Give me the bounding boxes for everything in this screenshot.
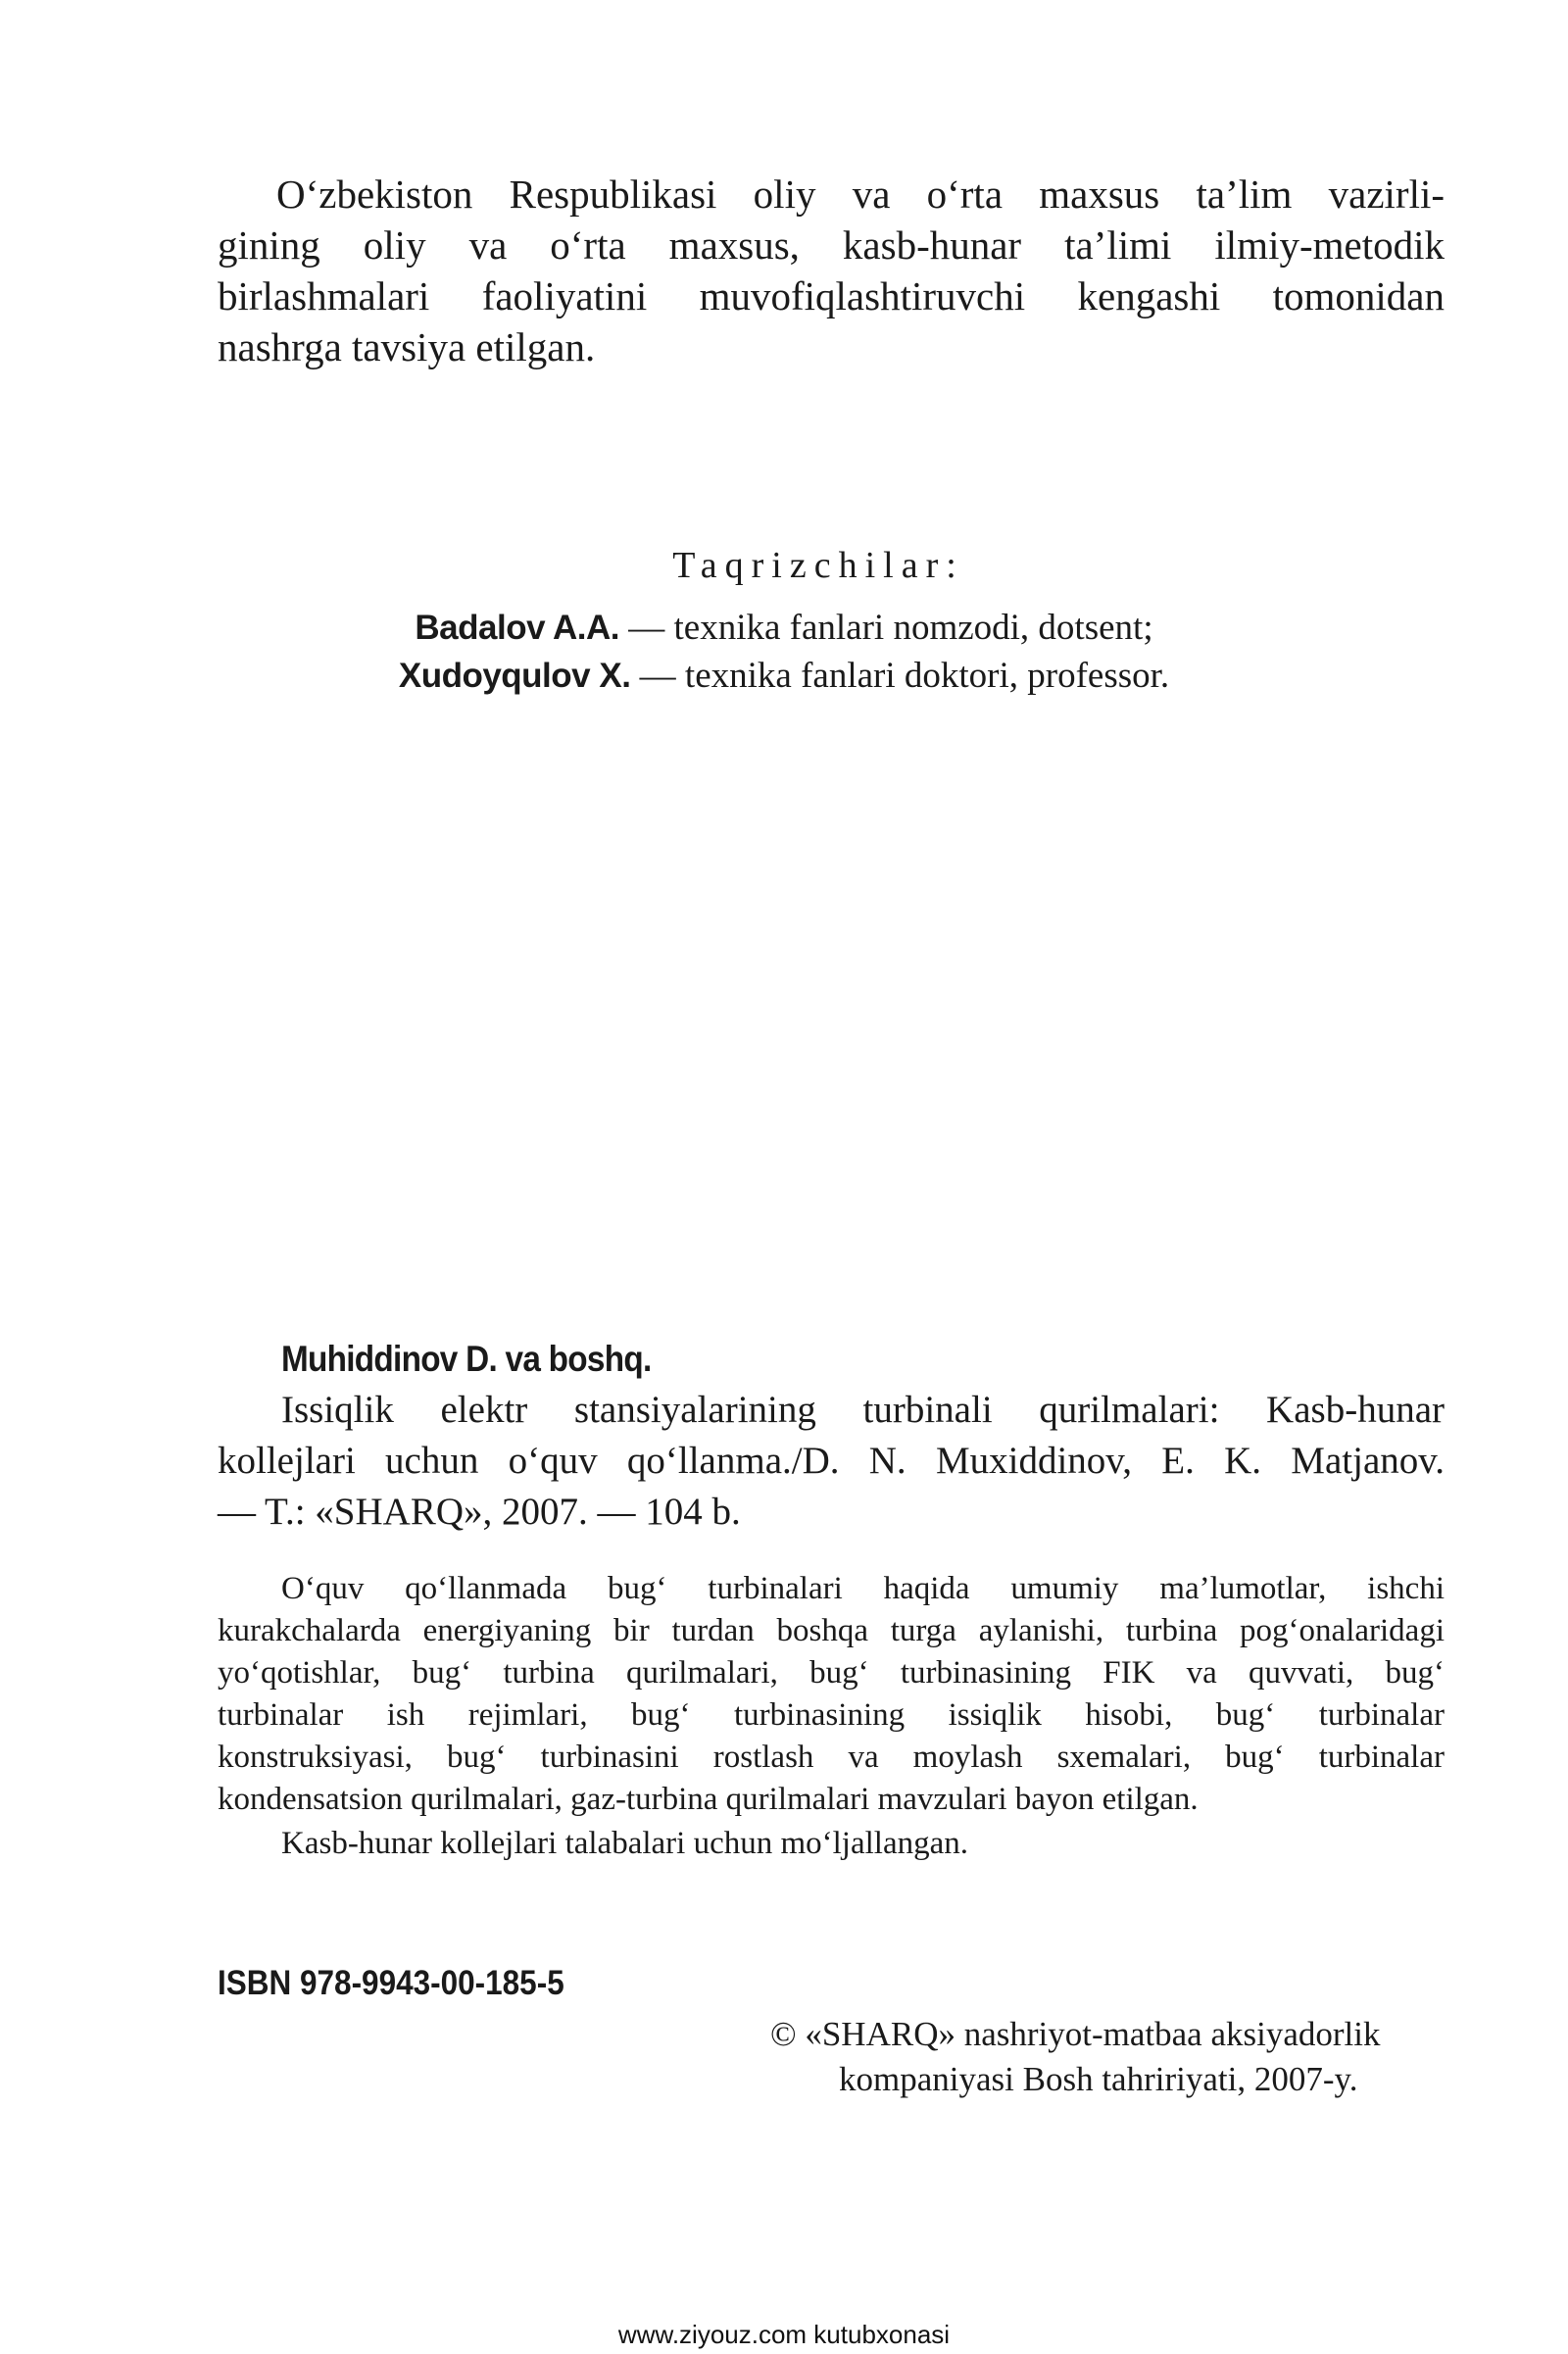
- reviewer-role: — texnika fanlari doktori, professor.: [630, 656, 1170, 696]
- annotation-line: O‘quv qo‘llanmada bug‘ turbinalari haqida umumiy ma’lumotlar, ishchi: [281, 1571, 1445, 1606]
- reviewers-heading: Taqrizchilar:: [672, 545, 964, 586]
- approval-line: O‘zbekiston Respublikasi oliy va o‘rta maxsus ta’lim vazirli-: [276, 172, 1445, 217]
- copyright-line: © «SHARQ» nashriyot-matbaa aksiyadorlik: [770, 2015, 1381, 2053]
- bibliography-line: — T.: «SHARQ», 2007. — 104 b.: [218, 1491, 741, 1533]
- reviewer-role: — texnika fanlari nomzodi, dotsent;: [619, 608, 1153, 648]
- isbn-number: ISBN 978-9943-00-185-5: [218, 1964, 564, 2002]
- annotation-line: kurakchalarda energiyaning bir turdan boshqa turga aylanishi, turbina pog‘onalaridagi: [218, 1613, 1445, 1648]
- approval-line: birlashmalari faoliyatini muvofiqlashtiruvchi kengashi tomonidan: [218, 273, 1445, 319]
- reviewer-name: Xudoyqulov X.: [398, 657, 631, 695]
- copyright-notice: [770, 2012, 1446, 2102]
- approval-line: gining oliy va o‘rta maxsus, kasb-hunar ta’limi ilmiy-metodik: [218, 222, 1445, 268]
- annotation-line: kondensatsion qurilmalari, gaz-turbina qurilmalari mavzulari bayon etilgan.: [218, 1782, 1199, 1817]
- annotation-line: yo‘qotishlar, bug‘ turbina qurilmalari, bug‘ turbinasining FIK va quvvati, bug‘: [218, 1655, 1445, 1691]
- reviewer-name: Badalov A.A.: [415, 609, 619, 647]
- footer-watermark: www.ziyouz.com kutubxonasi: [617, 2320, 951, 2349]
- copyright-line: kompaniyasi Bosh tahririyati, 2007-y.: [839, 2060, 1358, 2098]
- annotation-line: turbinalar ish rejimlari, bug‘ turbinasining issiqlik hisobi, bug‘ turbinalar: [218, 1697, 1445, 1733]
- approval-paragraph: [218, 169, 1445, 372]
- reviewer-entry: [0, 653, 1568, 700]
- bibliography-author: Muhiddinov D. va boshq.: [281, 1339, 652, 1379]
- audience-note: Kasb-hunar kollejlari talabalari uchun mo‘ljallangan.: [281, 1826, 968, 1861]
- annotation-paragraph: [218, 1568, 1445, 1821]
- annotation-line: konstruksiyasi, bug‘ turbinasini rostlash va moylash sxemalari, bug‘ turbinalar: [218, 1740, 1445, 1775]
- bibliography-description: [218, 1385, 1445, 1538]
- reviewer-entry: [0, 605, 1568, 652]
- bibliography-line: kollejlari uchun o‘quv qo‘llanma./D. N. Muxiddinov, E. K. Matjanov.: [218, 1440, 1445, 1482]
- bibliography-line: Issiqlik elektr stansiyalarining turbinali qurilmalari: Kasb-hunar: [281, 1389, 1445, 1431]
- approval-line: nashrga tavsiya etilgan.: [218, 324, 596, 369]
